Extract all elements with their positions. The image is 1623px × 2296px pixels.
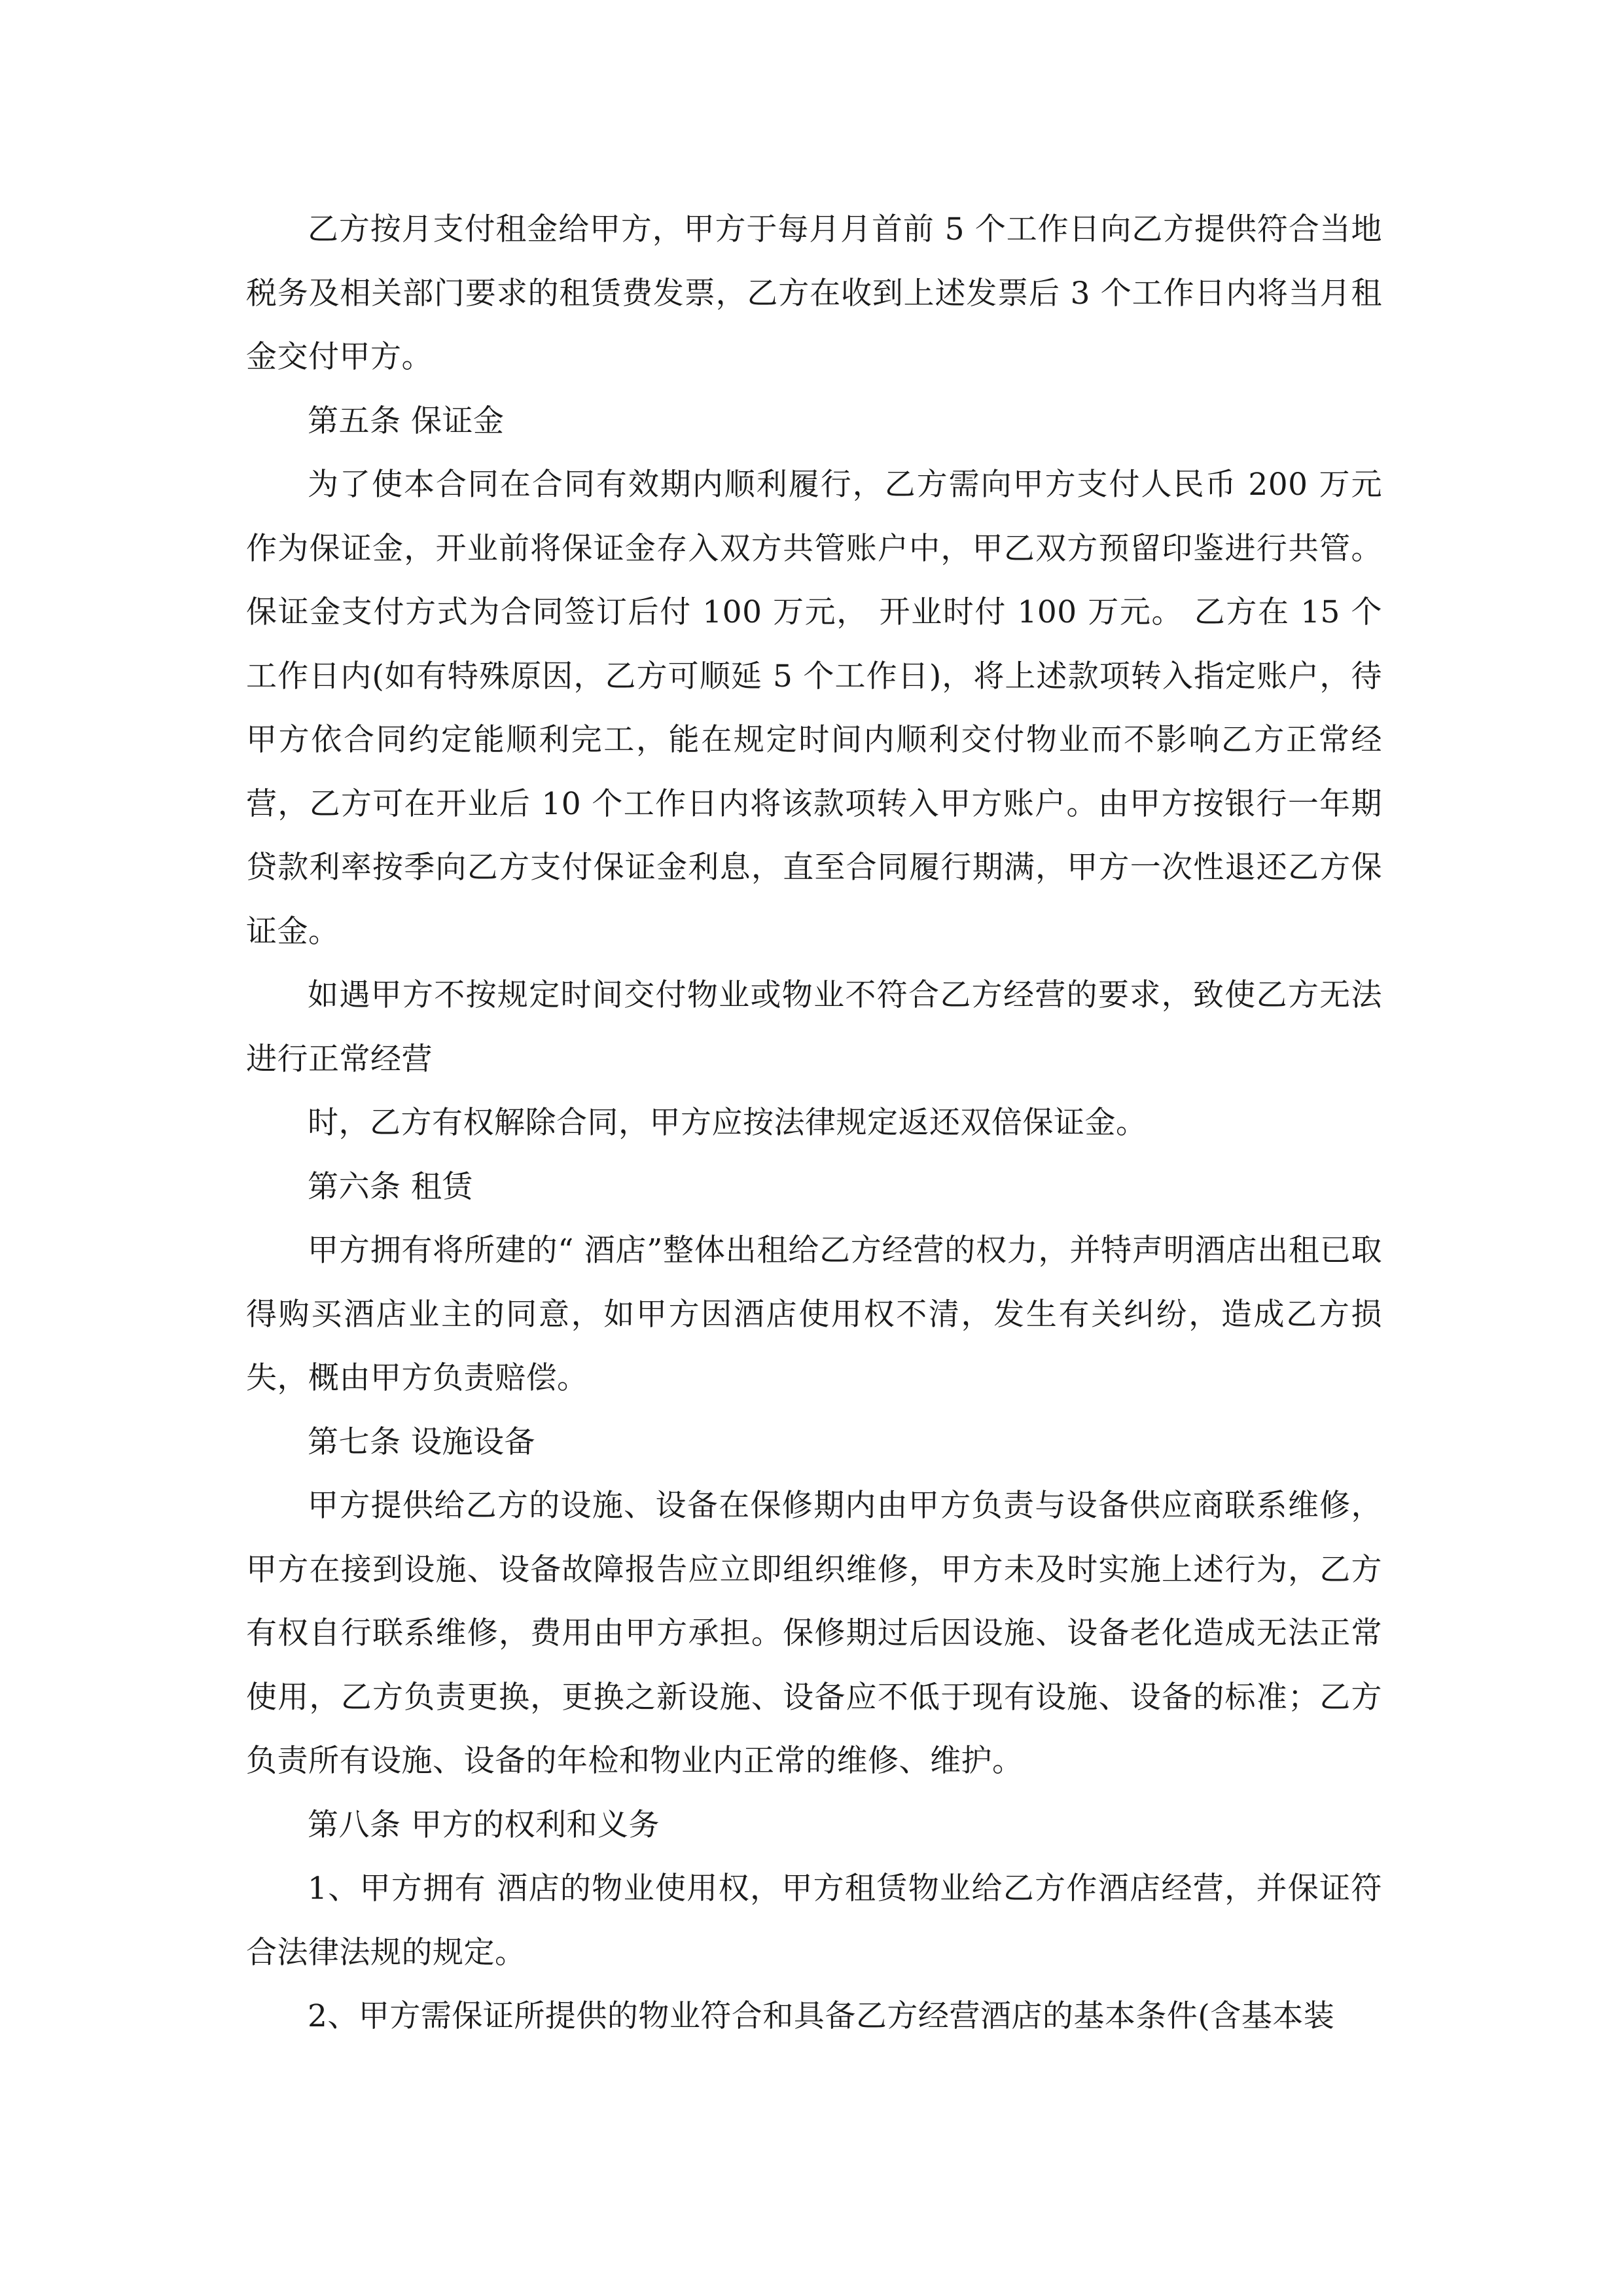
paragraph-facilities-maintenance: 甲方提供给乙方的设施、设备在保修期内由甲方负责与设备供应商联系维修，甲方在接到设施、设备故障报告应立即组织维修，甲方未及时实施上述行为，乙方有权自行联系维修，费用由甲方承担。保修期过后因设施、设备老化造成无法正常使用，乙方负责更换，更换之新设施、设备应不低于现有设施、设备的标准；乙方负责所有设施、设备的年检和物业内正常的维修、维护。 — [246, 1488, 1382, 1779]
paragraph-termination-right: 时，乙方有权解除合同，甲方应按法律规定返还双倍保证金。 — [308, 1105, 1147, 1141]
paragraph-rent-payment: 乙方按月支付租金给甲方，甲方于每月月首前 5 个工作日向乙方提供符合当地税务及相关部门要求的租赁费发票，乙方在收到上述发票后 3 个工作日内将当月租金交付甲方。 — [246, 211, 1382, 375]
heading-article-7-facilities: 第七条 设施设备 — [308, 1424, 535, 1460]
heading-article-6-lease: 第六条 租赁 — [308, 1168, 473, 1205]
paragraph-deposit-terms: 为了使本合同在合同有效期内顺利履行，乙方需向甲方支付人民币 200 万元作为保证金，开业前将保证金存入双方共管账户中，甲乙双方预留印鉴进行共管。保证金支付方式为合同签订后付 100 万元， 开业时付 100 万元。 乙方在 15 个工作日内(如有特殊原因，乙方可顺延 5 个工作日)，将上述款项转入指定账户，待甲方依合同约定能顺利完工，能在规定时间内顺利交付物业而不影响乙方正常经营，乙方可在开业后 10 个工作日内将该款项转入甲方账户。由甲方按银行一年期贷款利率按季向乙方支付保证金利息，直至合同履行期满，甲方一次性退还乙方保证金。 — [246, 467, 1382, 950]
paragraph-party-a-item-2: 2、甲方需保证所提供的物业符合和具备乙方经营酒店的基本条件(含基本装 — [308, 1998, 1335, 2034]
paragraph-party-a-item-1: 1、甲方拥有 酒店的物业使用权，甲方租赁物业给乙方作酒店经营，并保证符合法律法规的规定。 — [246, 1871, 1382, 1971]
heading-article-5-deposit: 第五条 保证金 — [308, 403, 505, 439]
document-body — [246, 198, 1382, 2049]
paragraph-lease-rights: 甲方拥有将所建的“ 酒店”整体出租给乙方经营的权力，并特声明酒店出租已取得购买酒店业主的同意，如甲方因酒店使用权不清，发生有关纠纷，造成乙方损失，概由甲方负责赔偿。 — [246, 1232, 1382, 1396]
paragraph-delivery-breach: 如遇甲方不按规定时间交付物业或物业不符合乙方经营的要求，致使乙方无法进行正常经营 — [246, 977, 1382, 1077]
heading-article-8-party-a-rights: 第八条 甲方的权利和义务 — [308, 1806, 660, 1843]
